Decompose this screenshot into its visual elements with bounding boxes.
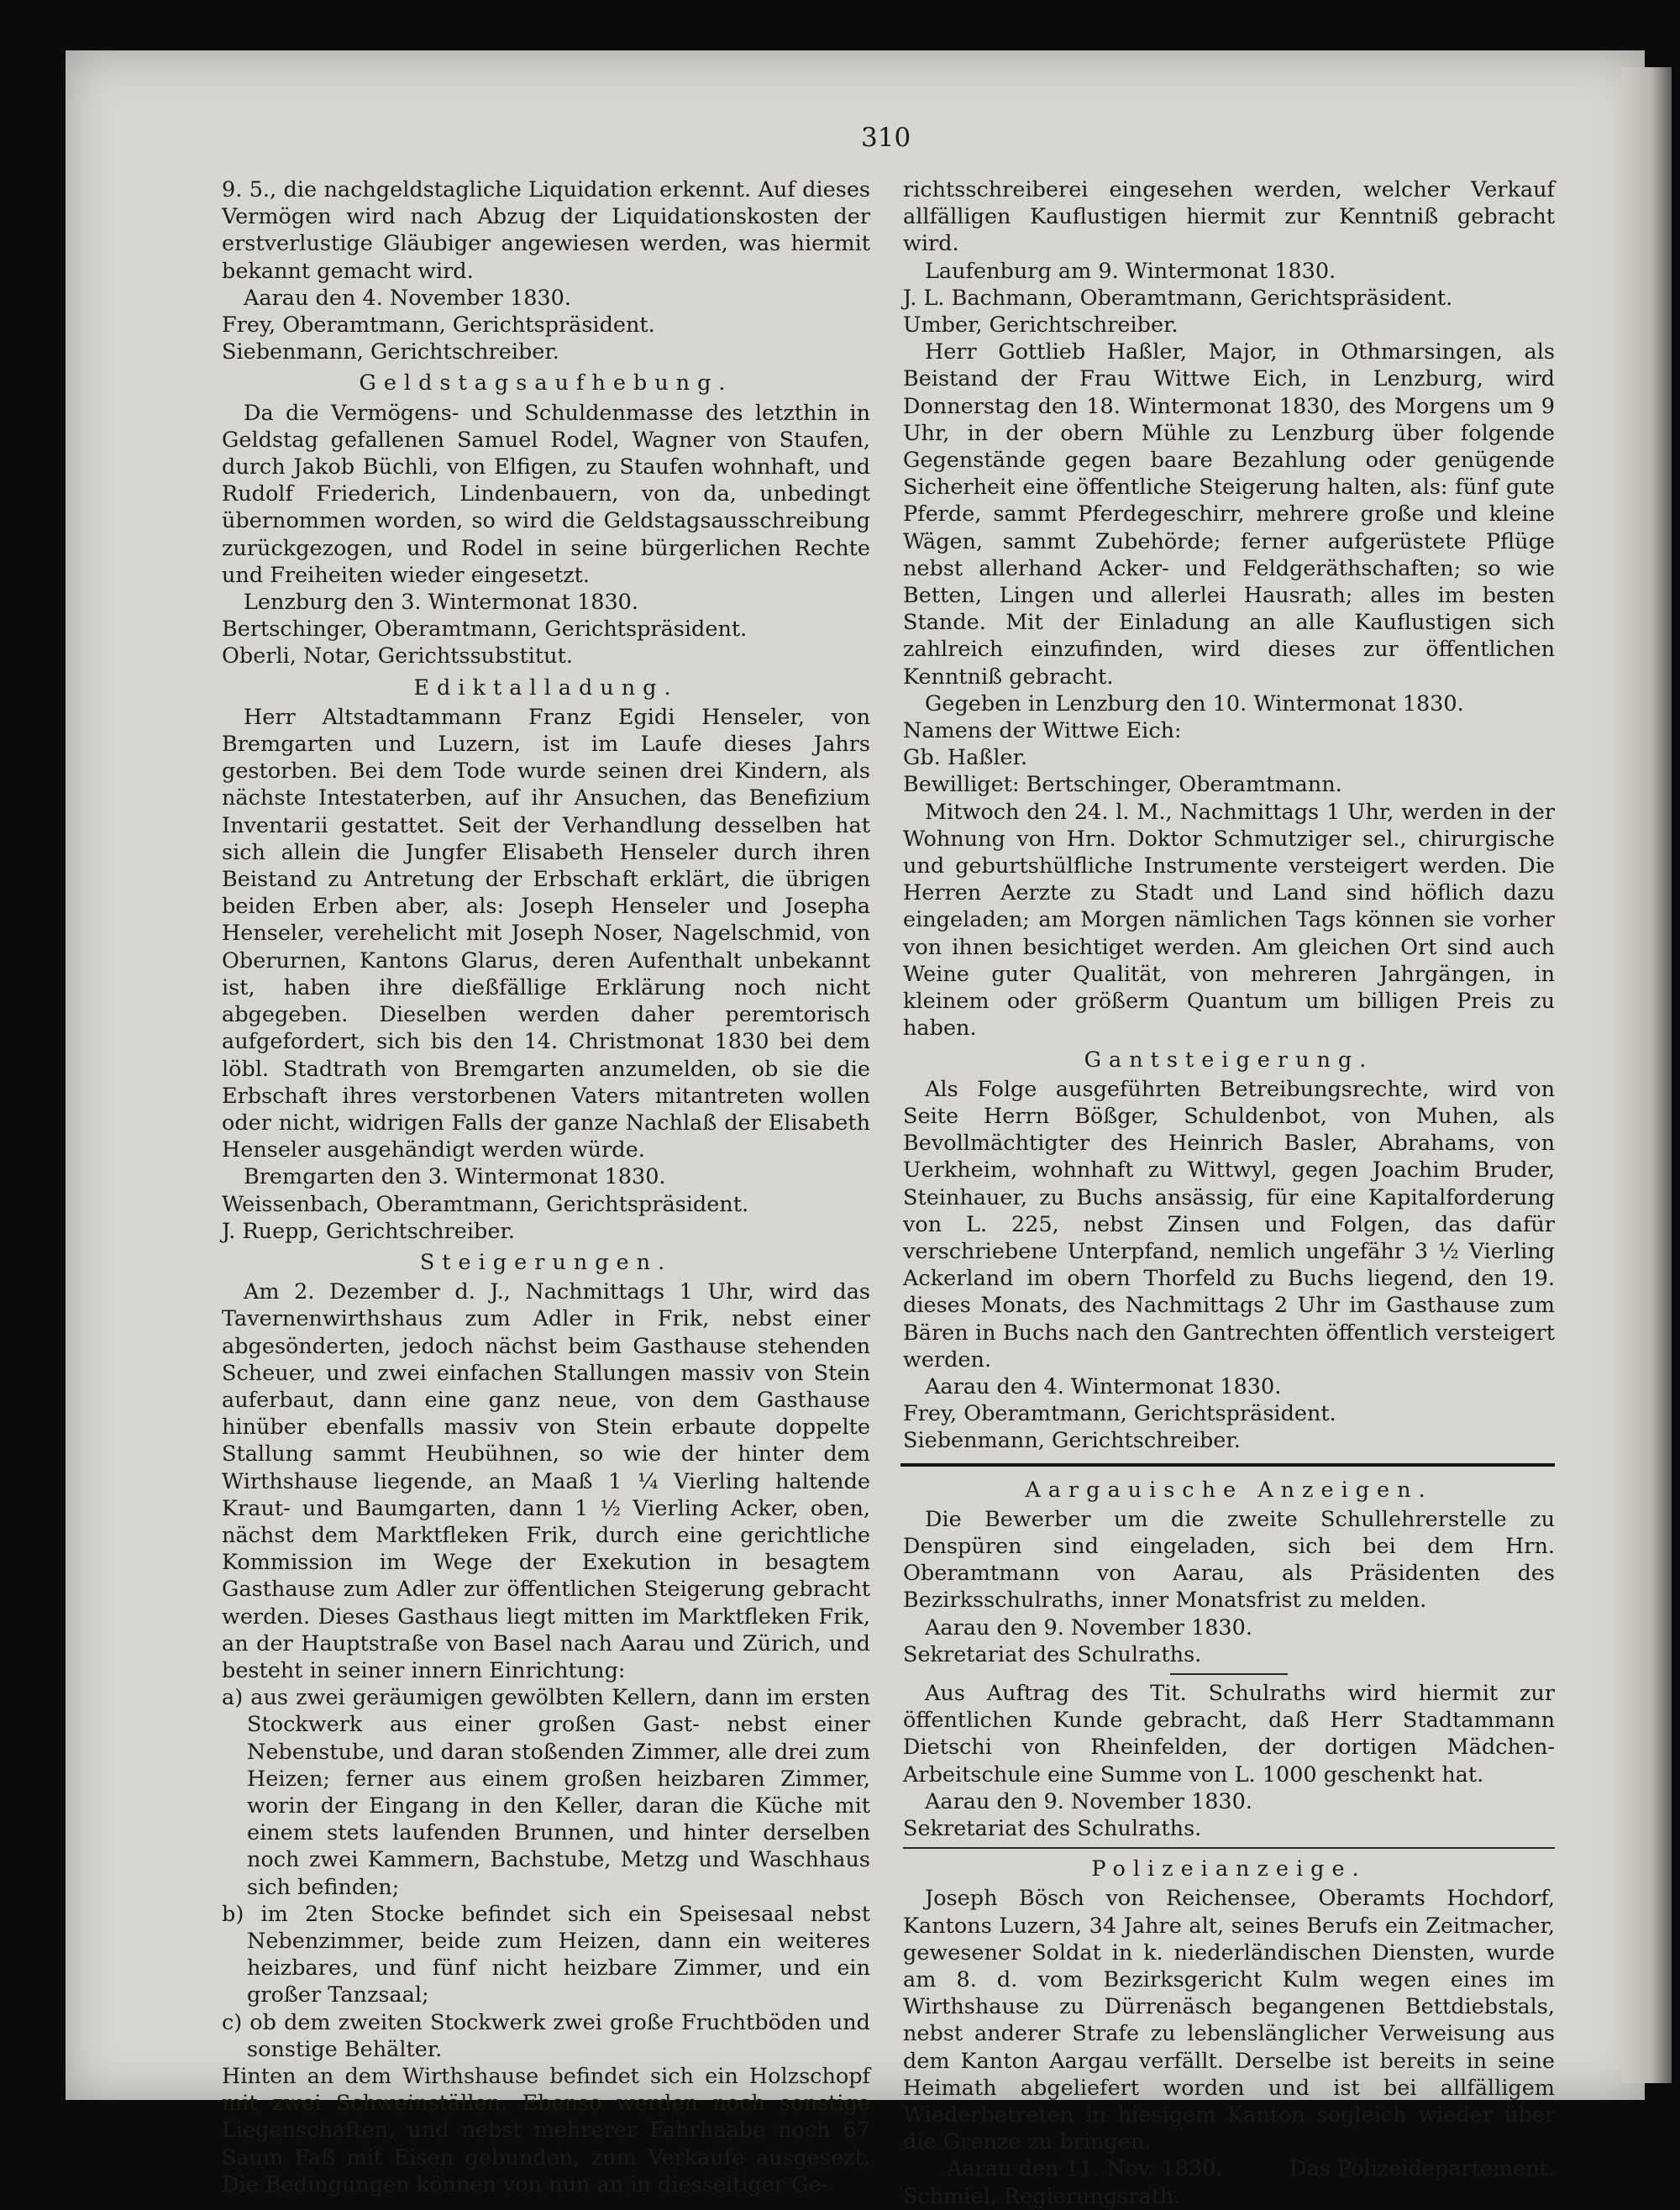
section-divider: [903, 1847, 1555, 1849]
date-line: Aarau den 4. November 1830.: [244, 285, 571, 311]
signature-line: Das Polizeidepartement.: [1289, 2156, 1555, 2182]
date-line: Lenzburg den 3. Wintermonat 1830.: [244, 590, 639, 616]
signature-line: Umber, Gerichtschreiber.: [903, 312, 1179, 339]
section-heading-aargauische-anzeigen: Aargauische Anzeigen.: [1025, 1477, 1433, 1503]
steigerung-eich-text: Herr Gottlieb Haßler, Major, in Othmarsingen, als Beistand der Frau Wittwe Eich, in Lenzburg, wird Donnerstag den 18. Wintermonat 1830, des Morgens um 9 Uhr, in der obern Mühle zu Lenzburg über folgende Gegenstände gegen baare Bezahlung oder genügende Sicherheit eine öffentliche Steigerung halten, als: fünf gute Pferde, sammt Pferdegeschirr, mehrere große und kleine Wägen, sammt Zubehörde; ferner aufgerüstete Pflüge nebst allerhand Acker- und Feldgeräthschaften; so wie Betten, Lingen und allerlei Hausrath; alles im besten Stande. Mit der Einladung an alle Kauflustigen sich zahlreich einzufinden, wird dieses zur öffentlichen Kenntniß gebracht.: [903, 339, 1555, 690]
signature-line: Gb. Haßler.: [903, 745, 1028, 771]
steigerung-text-continued: Hinten an dem Wirthshause befindet sich ein Holzschopf mit zwei Schweinställen. Ebenso werden noch sonstige Liegenschaften, und nebst mehrerer Fahrhaabe noch 67 Saum Faß mit Eisen gebunden, zum Verkaufe ausgesezt. Die Bedingungen können von nun an in diesseitiger Ge-: [222, 2064, 870, 2197]
signature-line: Namens der Wittwe Eich:: [903, 718, 1182, 744]
signature-line: Weissenbach, Oberamtmann, Gerichtspräsident.: [222, 1191, 749, 1217]
signature-line: J. L. Bachmann, Oberamtmann, Gerichtspräsident.: [903, 285, 1453, 311]
signature-line: Sekretariat des Schulraths.: [903, 1641, 1202, 1667]
signature-line: Oberli, Notar, Gerichtssubstitut.: [222, 643, 573, 669]
signature-line: Siebenmann, Gerichtschreiber.: [222, 339, 559, 365]
date-signature-row: [903, 2155, 1555, 2182]
date-line: Aarau den 4. Wintermonat 1830.: [925, 1373, 1282, 1399]
section-heading-geldstagsaufhebung: Geldstagsaufhebung.: [359, 370, 733, 396]
signature-line: Frey, Oberamtmann, Gerichtspräsident.: [222, 312, 655, 339]
steigerung-text: Am 2. Dezember d. J., Nachmittags 1 Uhr, wird das Tavernenwirthshaus zum Adler in Frik, nebst einer abgesönderten, jedoch nächst beim Gasthause stehenden Scheuer, und zwei einfachen Stallungen massiv von Stein auferbaut, dann eine ganz neue, von dem Gasthause hinüber ebenfalls massiv von Stein erbaute doppelte Stallung sammt Heubühnen, so wie der hinter dem Wirthshause liegende, an Maaß 1 ¼ Vierling haltende Kraut- und Baumgarten, dann 1 ½ Vierling Acker, oben, nächst dem Marktfleken Frik, durch eine gerichtliche Kommission im Wege der Exekution in besagtem Gasthause zum Adler zur öffentlichen Steigerung gebracht werden. Dieses Gasthaus liegt mitten im Marktfleken Frik, an der Hauptstraße von Basel nach Aarau und Zürich, und besteht in seiner innern Einrichtung:: [222, 1279, 870, 1683]
signature-line: J. Ruepp, Gerichtschreiber.: [222, 1218, 515, 1244]
signature-line: Siebenmann, Gerichtschreiber.: [903, 1428, 1241, 1454]
section-heading-polizeianzeige: Polizeianzeige.: [1091, 1856, 1367, 1882]
date-line: Gegeben in Lenzburg den 10. Wintermonat 1830.: [925, 690, 1464, 717]
schullehrer-text: Die Bewerber um die zweite Schullehrerstelle zu Denspüren sind eingeladen, sich bei dem Hrn. Oberamtmann von Aarau, als Präsidenten des Bezirksschulraths, inner Monatsfrist zu melden.: [903, 1506, 1555, 1614]
list-item-c: c) ob dem zweiten Stockwerk zwei große Fruchtböden und sonstige Behälter.: [222, 2009, 870, 2062]
section-divider: [900, 1463, 1555, 1467]
list-item-a: a) aus zwei geräumigen gewölbten Kellern, dann im ersten Stockwerk aus einer großen Gast- nebst einer Nebenstube, und daran stoßenden Zimmer, alle drei zum Heizen; ferner aus einem großen heizbaren Zimmer, worin der Eingang in den Keller, daran die Küche mit einem stets laufenden Brunnen, und hinter derselben noch zwei Kammern, Bachstube, Metzg und Waschhaus sich befinden;: [222, 1685, 870, 1900]
geldstag-text: Da die Vermögens- und Schuldenmasse des letzthin in Geldstag gefallenen Samuel Rodel, Wagner von Staufen, durch Jakob Büchli, von Elfigen, zu Staufen wohnhaft, und Rudolf Friederich, Lindenbauern, von da, unbedingt übernommen worden, so wird die Geldstagsausschreibung zurückgezogen, und Rodel in seine bürgerlichen Rechte und Freiheiten wieder eingesetzt.: [222, 400, 870, 588]
signature-line: Schmiel, Regierungsrath.: [903, 2183, 1181, 2209]
instrumente-text: Mitwoch den 24. l. M., Nachmittags 1 Uhr, werden in der Wohnung von Hrn. Doktor Schmutziger sel., chirurgische und geburtshülfliche Instrumente versteigert werden. Die Herren Aerzte zu Stadt und Land sind höflich dazu eingeladen; am Morgen nämlichen Tags können sie vorher von ihnen besichtiget werden. Am gleichen Ort sind auch Weine guter Qualität, von mehreren Jahrgängen, in kleinem oder größerm Quantum um billigen Preis zu haben.: [903, 799, 1555, 1042]
gantsteigerung-text: Als Folge ausgeführten Betreibungsrechte, wird von Seite Herrn Bößger, Schuldenbot, von Muhen, als Bevollmächtigter des Heinrich Basler, Abrahams, von Uerkheim, wohnhaft zu Wittwyl, gegen Joachim Bruder, Steinhauer, zu Buchs ansässig, für eine Kapitalforderung von L. 225, nebst Zinsen und Folgen, das dafür verschriebene Unterpfand, nemlich ungefähr 3 ½ Vierling Ackerland im obern Thorfeld zu Buchs liegend, den 19. dieses Monats, des Nachmittags 2 Uhr im Gasthause zum Bären in Buchs nach den Gantrechten öffentlich versteigert werden.: [903, 1076, 1555, 1373]
signature-line: Bertschinger, Oberamtmann, Gerichtspräsident.: [222, 617, 748, 643]
signature-line: Frey, Oberamtmann, Gerichtspräsident.: [903, 1401, 1336, 1427]
right-column: [903, 176, 1555, 2210]
approval-line: Bewilliget: Bertschinger, Oberamtmann.: [903, 772, 1342, 798]
liquidation-notice-text: 9. 5., die nachgeldstagliche Liquidation erkennt. Auf dieses Vermögen wird nach Abzug der Liquidationskosten der erstverlustige Gläubiger angewiesen werden, was hiermit bekannt gemacht wird.: [222, 177, 870, 284]
date-line: Aarau den 9. November 1830.: [925, 1788, 1252, 1814]
continued-text: richtsschreiberei eingesehen werden, welcher Verkauf allfälligen Kauflustigen hiermit zur Kenntniß gebracht wird.: [903, 177, 1555, 257]
date-line: Bremgarten den 3. Wintermonat 1830.: [244, 1164, 666, 1190]
list-item-b: b) im 2ten Stocke befindet sich ein Speisesaal nebst Nebenzimmer, beide zum Heizen, dann ein weiteres heizbares, und fünf nicht heizbare Zimmer, und ein großer Tanzsaal;: [222, 1901, 870, 2008]
ediktalladung-text: Herr Altstadtammann Franz Egidi Henseler, von Bremgarten und Luzern, ist im Laufe dieses Jahrs gestorben. Bei dem Tode wurde seinen drei Kindern, als nächste Intestaterben, auf ihr Ansuchen, das Benefizium Inventarii gestattet. Seit der Verhandlung desselben hat sich allein die Jungfer Elisabeth Henseler durch ihren Beistand zu Antretung der Erbschaft erklärt, die übrigen beiden Erben aber, als: Joseph Henseler und Josepha Henseler, verehelicht mit Joseph Noser, Nagelschmid, von Oberurnen, Kantons Glarus, deren Aufenthalt unbekannt ist, haben ihre dießfällige Erklärung noch nicht abgegeben. Dieselben werden daher peremtorisch aufgefordert, sich bis den 14. Christmonat 1830 bei dem löbl. Stadtrath von Bremgarten anzumelden, ob sie die Erbschaft ihres verstorbenen Vaters mitantreten wollen oder nicht, widrigen Falls der ganze Nachlaß der Elisabeth Henseler ausgehändigt werden würde.: [222, 704, 870, 1163]
short-divider: [1170, 1673, 1288, 1675]
section-heading-ediktalladung: Ediktalladung.: [413, 675, 679, 701]
left-column: [222, 176, 870, 2198]
date-line: Aarau den 11. Nov. 1830.: [947, 2156, 1223, 2182]
page-number: 310: [861, 123, 911, 153]
section-heading-gantsteigerung: Gantsteigerung.: [1084, 1047, 1374, 1073]
date-line: Laufenburg am 9. Wintermonat 1830.: [925, 258, 1336, 284]
section-heading-steigerungen: Steigerungen.: [419, 1249, 673, 1275]
polizei-text: Joseph Bösch von Reichensee, Oberamts Hochdorf, Kantons Luzern, 34 Jahre alt, seines Berufs ein Zeitmacher, gewesener Soldat in k. niederländischen Diensten, wurde am 8. d. vom Bezirksgericht Kulm wegen eines im Wirthshause zu Dürrenäsch begangenen Bettdiebstals, nebst anderer Strafe zu lebenslänglicher Verweisung aus dem Kanton Aargau verfällt. Derselbe ist bereits in seine Heimath abgeliefert worden und ist bei allfälligem Wiederbetreten in hiesigem Kanton sogleich wieder über die Grenze zu bringen.: [903, 1886, 1555, 2155]
date-line: Aarau den 9. November 1830.: [925, 1614, 1252, 1640]
signature-line: Sekretariat des Schulraths.: [903, 1815, 1202, 1841]
page-edge: [1621, 67, 1672, 2083]
schenkung-text: Aus Auftrag des Tit. Schulraths wird hiermit zur öffentlichen Kunde gebracht, daß Herr Stadtammann Dietschi von Rheinfelden, der dortigen Mädchen-Arbeitschule eine Summe von L. 1000 geschenkt hat.: [903, 1680, 1555, 1787]
